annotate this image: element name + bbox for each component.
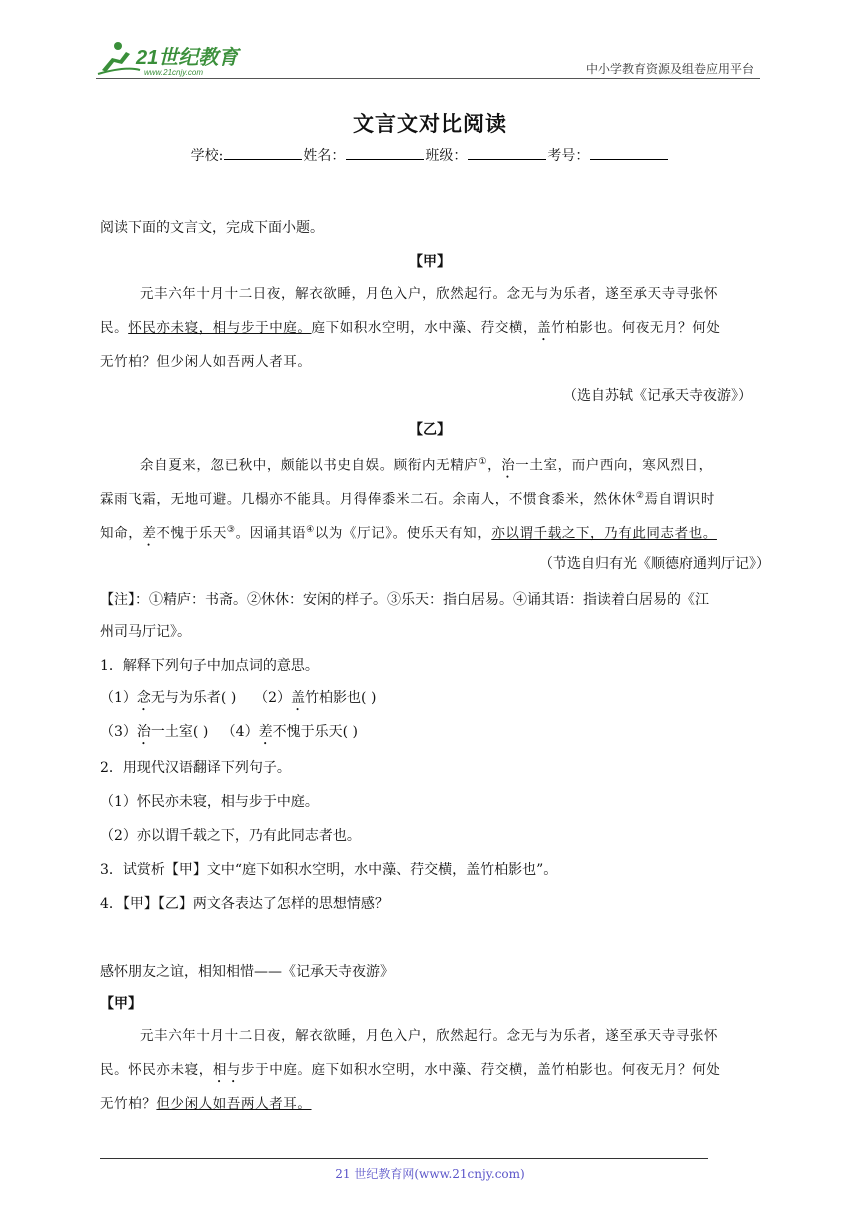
intro-text: 阅读下面的文言文，完成下面小题。 (100, 220, 324, 236)
logo-url: www.21cnjy.com (144, 68, 203, 77)
yi-text: 焉自谓识时 (644, 491, 715, 508)
note-line-1: 【注】：①精庐：书斋。②休休：安闲的样子。③乐天：指白居易。④诵其语：指读着白居易的《江 (100, 592, 709, 608)
footer-divider (100, 1158, 708, 1159)
question-2-item-2: （2）亦以谓千载之下，乃有此同志者也。 (100, 828, 361, 844)
dotted-word-gai: 盖 (537, 320, 552, 336)
site-logo (96, 40, 256, 80)
class-blank[interactable] (468, 147, 546, 160)
yi-underlined-sentence: 亦以谓千载之下，乃有此同志者也。 (491, 525, 717, 542)
dotted-word-zhi: 治 (136, 724, 151, 740)
name-blank[interactable] (346, 147, 424, 160)
item-number: （4） (221, 724, 259, 740)
exam-no-label: 考号： (547, 148, 590, 164)
item-number: （2） (254, 690, 292, 706)
jia-underlined-sentence: 怀民亦未寝，相与步于中庭。 (128, 320, 312, 336)
footnote-marker: ③ (226, 525, 236, 535)
footnote-marker: ④ (306, 525, 315, 535)
school-label: 学校: (190, 148, 224, 164)
question-1: 1．解释下列句子中加点词的意思。 (100, 658, 319, 674)
yi-text: 不愧于乐天 (156, 525, 227, 542)
dotted-word-cha: 差 (258, 724, 273, 740)
runner-icon (98, 42, 140, 74)
section-2-text: 步于中庭。庭下如积水空明，水中藻、荇交横，盖竹柏影也。何夜无月？何处 (241, 1062, 721, 1078)
yi-text: 霖雨飞霜，无地可避。几榻亦不能具。月得俸黍米二石。余南人，不惯食黍米，然休休 (100, 491, 636, 508)
item-number: （3） (100, 724, 137, 740)
question-1-items-a (100, 688, 376, 714)
dotted-word-zhi: 治 (501, 457, 516, 474)
section-2-underlined-sentence: 但少闲人如吾两人者耳。 (156, 1096, 312, 1112)
yi-line-2 (100, 486, 715, 510)
question-1-items-b (100, 722, 358, 748)
section-2-text: 无竹柏？ (100, 1096, 157, 1112)
item-text: 无与为乐者( ) (150, 690, 237, 706)
yi-text: 一土室，而户西向，寒风烈日， (515, 457, 713, 474)
page-title: 文言文对比阅读 (353, 111, 507, 136)
jia-text: 民。 (100, 320, 129, 336)
jia-text: 庭下如积水空明，水中藻、荇交横， (311, 320, 538, 336)
item-text: 竹柏影也( ) (305, 690, 377, 706)
jia-line-2 (100, 318, 720, 344)
passage-jia-heading: 【甲】 (409, 254, 451, 270)
jia-text: 竹柏影也。何夜无月？何处 (551, 320, 721, 336)
passage-yi-heading: 【乙】 (409, 422, 451, 438)
section-2-line-2 (100, 1060, 720, 1086)
platform-name: 中小学教育资源及组卷应用平台 (585, 62, 754, 76)
section-2-line-3 (100, 1094, 312, 1114)
yi-text: 以为《厅记》。使乐天有知， (314, 525, 492, 542)
question-2: 2．用现代汉语翻译下列句子。 (100, 760, 291, 776)
footnote-marker: ① (478, 457, 488, 467)
yi-text: 。因诵其语 (235, 525, 307, 542)
item-text: 一土室( ) (150, 724, 209, 740)
jia-source: （选自苏轼《记承天寺夜游》） (563, 388, 752, 404)
dotted-word-nian: 念 (136, 690, 151, 706)
jia-line-1: 元丰六年十月十二日夜，解衣欲睡，月色入户，欣然起行。念无与为乐者，遂至承天寺寻张怀 (140, 286, 719, 302)
yi-source: （节选自归有光《顺德府通判厅记》） (539, 556, 770, 572)
footnote-marker: ② (635, 491, 645, 501)
school-blank[interactable] (224, 147, 302, 160)
header-divider (96, 78, 760, 79)
question-2-item-1: （1）怀民亦未寝，相与步于中庭。 (100, 794, 319, 810)
item-number: （1） (100, 690, 137, 706)
note-line-2: 州司马厅记》。 (100, 624, 191, 640)
logo-text: 21世纪教育 (136, 47, 239, 69)
yi-line-1 (140, 452, 713, 482)
question-3: 3．试赏析【甲】文中“庭下如积水空明，水中藻、荇交横，盖竹柏影也”。 (100, 862, 558, 878)
yi-text: ， (487, 457, 502, 474)
yi-line-3 (100, 520, 717, 550)
dotted-word-xiangyu: 相与 (212, 1062, 242, 1078)
section-2-jia-heading: 【甲】 (100, 996, 142, 1012)
section-2-text: 民。怀民亦未寝， (100, 1062, 213, 1078)
jia-line-3: 无竹柏？但少闲人如吾两人者耳。 (100, 354, 312, 370)
name-label: 姓名： (303, 148, 346, 164)
student-info-line (0, 145, 860, 165)
question-4: 4．【甲】【乙】两文各表达了怎样的思想情感？ (100, 896, 389, 912)
class-label: 班级： (425, 148, 468, 164)
section-2-title: 感怀朋友之谊，相知相惜——《记承天寺夜游》 (100, 964, 394, 980)
item-text: 不愧于乐天( ) (272, 724, 358, 740)
yi-text: 知命， (100, 525, 143, 542)
dotted-word-cha: 差 (142, 525, 157, 542)
section-2-line-1: 元丰六年十月十二日夜，解衣欲睡，月色入户，欣然起行。念无与为乐者，遂至承天寺寻张怀 (140, 1028, 719, 1044)
exam-no-blank[interactable] (590, 147, 668, 160)
footer-link[interactable]: 21 世纪教育网(www.21cnjy.com) (335, 1167, 525, 1181)
yi-text: 余自夏来，忽已秋中，颇能以书史自娱。顾衔内无精庐 (140, 457, 479, 474)
dotted-word-gai: 盖 (291, 690, 306, 706)
